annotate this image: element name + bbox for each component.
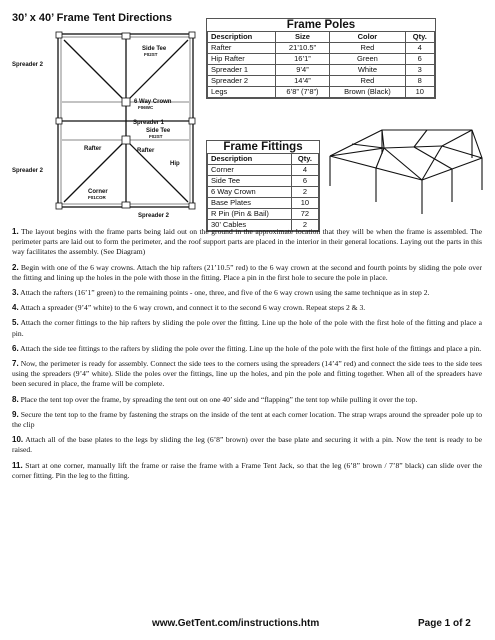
- label-hip: Hip: [170, 161, 180, 167]
- frame-fittings-title: Frame Fittings: [223, 141, 303, 153]
- step-number: 2.: [12, 262, 19, 272]
- cell-description: Base Plates: [208, 198, 292, 209]
- step-text: Secure the tent top to the frame by fastening the straps on the inside of the tent at each corner location. The strap wraps around the spreader pole up to the clip: [12, 409, 482, 430]
- page-title: 30’ x 40’ Frame Tent Directions: [12, 12, 172, 24]
- label-side-tee-mid: Side Tee: [146, 128, 171, 134]
- cell-size: 9’4”: [275, 65, 330, 76]
- step-2: [12, 263, 482, 283]
- step-number: 8.: [12, 394, 19, 404]
- label-spreader2-top-left: Spreader 2: [12, 62, 44, 68]
- cell-size: 16’1”: [275, 54, 330, 65]
- cell-qty: 8: [405, 76, 434, 87]
- cell-size: 14’4”: [275, 76, 330, 87]
- step-text: Start at one corner, manually lift the frame or raise the frame with a Frame Tent Jack, so that the leg (6’8” brown / 7’8” black) can slide over the corner fitting. Pin the leg to the fitting.: [12, 460, 482, 480]
- cell-qty: 4: [291, 165, 318, 176]
- footer-url-link[interactable]: www.GetTent.com/instructions.htm: [152, 618, 320, 629]
- step-text: Begin with one of the 6 way crowns. Attach the hip rafters (21’10.5” red) to the 6 way crown at the second and fourth points by sliding the pole over the fitting and lining up the holes in the pole with those in the fitting. Place a pin in the first hole to secure the pole in place.: [12, 262, 482, 282]
- step-text: Attach the side tee fittings to the rafters by sliding the pole over the fitting. Line up the hole of the pole with the first hole of the fittings and place a pin.: [20, 343, 482, 353]
- fittings-header-description: Description: [208, 154, 292, 165]
- cell-qty: 72: [291, 209, 318, 220]
- cell-qty: 10: [405, 87, 434, 98]
- page-number: Page 1 of 2: [418, 618, 471, 629]
- table-row: [208, 176, 319, 187]
- poles-header-size: Size: [275, 32, 330, 43]
- step-9: [12, 410, 482, 430]
- cell-color: White: [330, 65, 405, 76]
- table-row: [208, 54, 435, 65]
- step-number: 5.: [12, 318, 19, 328]
- cell-qty: 10: [291, 198, 318, 209]
- cell-qty: 6: [405, 54, 434, 65]
- cell-color: Red: [330, 76, 405, 87]
- cell-description: Corner: [208, 165, 292, 176]
- label-side-tee-top-code: F02ST: [144, 52, 158, 57]
- table-row: [208, 87, 435, 98]
- cell-description: Hip Rafter: [208, 54, 276, 65]
- fittings-header-qty: Qty.: [291, 154, 318, 165]
- table-row: [208, 187, 319, 198]
- label-rafter-left: Rafter: [84, 146, 102, 152]
- step-11: [12, 461, 482, 481]
- label-side-tee-mid-code: F02ST: [149, 134, 163, 139]
- cell-description: Rafter: [208, 43, 276, 54]
- cell-description: Legs: [208, 87, 276, 98]
- step-number: 9.: [12, 409, 19, 419]
- step-text: Now, the perimeter is ready for assembly. Connect the side tees to the corners using the spreaders (14’4” red) and connect the side tees to the side tees using the spreaders (9’4” white). Slide the poles over the fittings, line up the holes, and pin the pole and fitting together. When all of the spreaders have been secured in place, the frame will be complete.: [12, 359, 482, 389]
- table-row: [208, 65, 435, 76]
- frame-layout-diagram: [10, 30, 210, 220]
- cell-description: Side Tee: [208, 176, 292, 187]
- step-5: [12, 318, 482, 338]
- cell-color: Brown (Black): [330, 87, 405, 98]
- cell-description: 30’ Cables: [208, 220, 292, 231]
- step-text: Attach the rafters (16’1” green) to the remaining points - one, three, and five of the 6 way crown using the same technique as in step 2.: [20, 288, 430, 298]
- label-six-way-crown: 6 Way Crown: [134, 99, 172, 105]
- step-number: 1.: [12, 227, 19, 236]
- step-10: [12, 435, 482, 455]
- label-spreader2-bottom: Spreader 2: [138, 213, 170, 219]
- step-text: The layout begins with the frame parts being laid out on the ground in the approximate location that they will be when the frame is assembled. The perimeter parts are laid out to form the perimeter, and the roof support parts are placed in the interior in their general locations. Laying out the parts in this way facilitates the assembly. (See Diagram): [12, 227, 482, 257]
- step-4: [12, 303, 482, 313]
- frame-poles-title: Frame Poles: [286, 19, 356, 31]
- poles-header-description: Description: [208, 32, 276, 43]
- step-1: [12, 227, 482, 258]
- cell-size: 21’10.5”: [275, 43, 330, 54]
- step-7: [12, 359, 482, 390]
- table-row: [208, 76, 435, 87]
- step-number: 3.: [12, 288, 19, 298]
- step-number: 10.: [12, 435, 24, 445]
- step-number: 6.: [12, 343, 19, 353]
- cell-qty: 2: [291, 220, 318, 231]
- step-text: Place the tent top over the frame, by spreading the tent out on one 40’ side and “flapping” the tent top while pulling it over the top.: [20, 394, 418, 404]
- cell-qty: 2: [291, 187, 318, 198]
- label-corner: Corner: [88, 189, 108, 195]
- step-number: 4.: [12, 303, 19, 313]
- cell-size: 6’8” (7’8”): [275, 87, 330, 98]
- assembly-steps: [12, 227, 482, 486]
- poles-header-qty: Qty.: [405, 32, 434, 43]
- cell-qty: 3: [405, 65, 434, 76]
- step-number: 7.: [12, 359, 19, 369]
- label-spreader2-left: Spreader 2: [12, 168, 44, 174]
- step-text: Attach all of the base plates to the legs by sliding the leg (6’8” brown) over the base plate and securing it with a pin. Now the tent is ready to be raised.: [12, 435, 482, 455]
- cell-qty: 6: [291, 176, 318, 187]
- table-row: [208, 198, 319, 209]
- label-six-way-crown-code: F06WC: [138, 105, 154, 110]
- table-row: [208, 165, 319, 176]
- step-text: Attach the corner fittings to the hip rafters by sliding the pole over the fitting. Line up the hole of the pole with the first hole of the fitting and place a pin.: [12, 318, 482, 338]
- cell-qty: 4: [405, 43, 434, 54]
- cell-description: R Pin (Pin & Bail): [208, 209, 292, 220]
- table-row: [208, 43, 435, 54]
- tent-frame-illustration: [322, 118, 487, 218]
- step-number: 11.: [12, 460, 23, 470]
- step-text: Attach a spreader (9’4” white) to the 6 way crown, and connect it to the second 6 way crown. Repeat steps 2 & 3.: [20, 303, 366, 313]
- cell-description: Spreader 2: [208, 76, 276, 87]
- label-spreader1: Spreader 1: [133, 120, 165, 126]
- frame-poles-table: [206, 18, 436, 99]
- cell-description: Spreader 1: [208, 65, 276, 76]
- cell-description: 6 Way Crown: [208, 187, 292, 198]
- step-6: [12, 344, 482, 354]
- table-row: [208, 209, 319, 220]
- cell-color: Red: [330, 43, 405, 54]
- cell-color: Green: [330, 54, 405, 65]
- label-rafter-mid: Rafter: [137, 148, 155, 154]
- step-8: [12, 395, 482, 405]
- label-corner-code: F01COR: [88, 195, 106, 200]
- poles-header-color: Color: [330, 32, 405, 43]
- frame-fittings-table: [206, 140, 320, 232]
- step-3: [12, 288, 482, 298]
- label-side-tee-top: Side Tee: [142, 46, 167, 52]
